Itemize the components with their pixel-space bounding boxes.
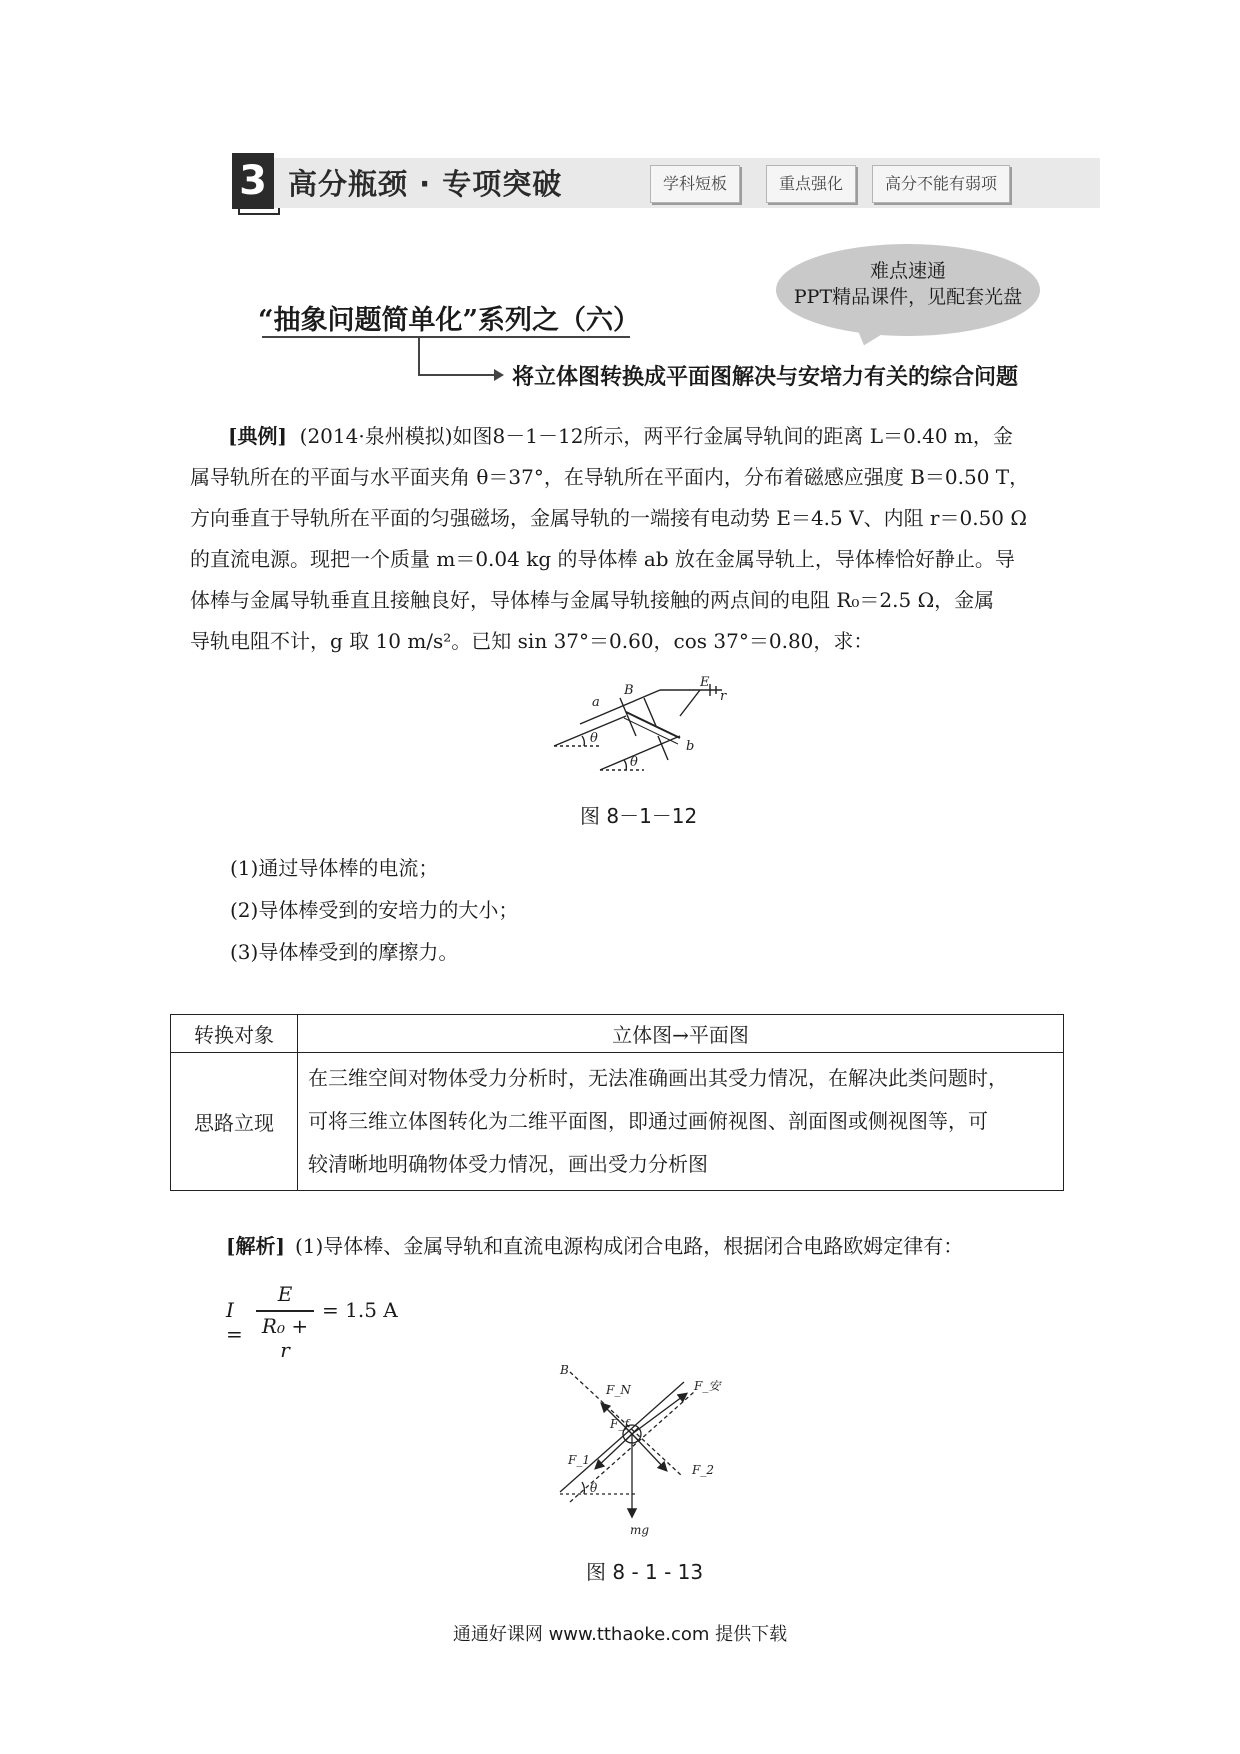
problem-line: 方向垂直于导轨所在平面的匀强磁场，金属导轨的一端接有电动势 E＝4.5 V、内阻 r＝0.50 Ω (190, 506, 1027, 530)
equation-fraction (256, 1282, 314, 1362)
tag-key-reinforcement[interactable]: 重点强化 (766, 165, 856, 203)
label-F1: F_1 (568, 1453, 590, 1467)
conductor-bar (626, 712, 680, 738)
table-cell-idea-text (298, 1053, 1064, 1191)
table-row (171, 1053, 1064, 1191)
subtitle-arrow (418, 374, 496, 376)
problem-line-text: (2014·泉州模拟)如图8－1－12所示，两平行金属导轨间的距离 L＝0.40 m，金 (299, 424, 1013, 448)
table-text-line: 在三维空间对物体受力分析时，无法准确画出其受力情况，在解决此类问题时， (308, 1066, 1008, 1090)
table-row (171, 1015, 1064, 1053)
table-cell-idea-label: 思路立现 (171, 1053, 298, 1191)
equation-numerator: E (277, 1282, 293, 1306)
problem-label: [典例] (228, 424, 287, 448)
analysis-text: (1)导体棒、金属导轨和直流电源构成闭合电路，根据闭合电路欧姆定律有： (294, 1234, 964, 1258)
analysis-line (226, 1230, 963, 1259)
label-Ff: F_f (610, 1417, 629, 1431)
label-Fan: F_安 (694, 1379, 721, 1393)
label-F2: F_2 (692, 1463, 714, 1477)
problem-paragraph (190, 416, 1050, 662)
label-r: r (720, 689, 727, 704)
label-B: B (624, 683, 634, 698)
analysis-label: [解析] (226, 1234, 285, 1258)
table-cell-conversion: 立体图→平面图 (298, 1015, 1064, 1053)
tag-subject-weakness[interactable]: 学科短板 (650, 165, 740, 203)
section-title: 高分瓶颈 · 专项突破 (288, 167, 563, 201)
figure-caption-1: 图 8－1－12 (580, 804, 698, 828)
figure-rails-3d (540, 676, 740, 786)
problem-line: 体棒与金属导轨垂直且接触良好，导体棒与金属导轨接触的两点间的电阻 R₀＝2.5 Ω，金属 (190, 588, 995, 612)
section-number-badge: 3 (232, 153, 274, 209)
ampere-force-arrow (632, 1394, 686, 1434)
rail-right-edge (680, 690, 700, 716)
label-theta-2: θ (630, 755, 638, 770)
angle-arc (582, 1482, 584, 1494)
figure-force-diagram (558, 1364, 738, 1544)
method-table (170, 1014, 1064, 1191)
problem-line (190, 416, 1050, 457)
figure-caption-2: 图 8 - 1 - 13 (586, 1560, 704, 1584)
subtitle-connector (418, 336, 420, 376)
table-cell-object-label: 转换对象 (171, 1015, 298, 1053)
footer-credit: 通通好课网 www.tthaoke.com 提供下载 (452, 1624, 788, 1645)
fraction-bar (256, 1310, 314, 1312)
label-E: E (700, 676, 710, 690)
equation-denominator: R₀ + r (261, 1313, 309, 1362)
label-mg: mg (630, 1523, 650, 1537)
angle-arc-2 (624, 760, 626, 770)
label-b: b (686, 739, 695, 754)
label-B: B (560, 1364, 569, 1377)
equation-rhs: = 1.5 A (322, 1298, 398, 1322)
table-text-line: 可将三维立体图转化为二维平面图，即通过画俯视图、剖面图或侧视图等，可 (308, 1109, 988, 1133)
series-title-rule (262, 336, 630, 338)
bubble-line-1: 难点速通 (869, 260, 946, 282)
label-a: a (592, 695, 600, 710)
problem-line: 导轨电阻不计，g 取 10 m/s²。已知 sin 37°＝0.60，cos 37°＝0.80，求： (190, 629, 874, 653)
table-text-line: 较清晰地明确物体受力情况，画出受力分析图 (308, 1152, 708, 1176)
problem-line: 属导轨所在的平面与水平面夹角 θ＝37°，在导轨所在平面内，分布着磁感应强度 B＝0.50 T， (190, 465, 1030, 489)
tag-no-weak-items[interactable]: 高分不能有弱项 (872, 165, 1010, 203)
field-line-3 (658, 736, 668, 760)
bubble-line-2: PPT精品课件，见配套光盘 (793, 286, 1023, 308)
series-subtitle: 将立体图转换成平面图解决与安培力有关的综合问题 (512, 365, 1019, 390)
question-3: (3)导体棒受到的摩擦力。 (230, 940, 459, 964)
rail-lower (600, 736, 680, 770)
series-title: “抽象问题简单化”系列之（六） (258, 305, 641, 336)
component-f2-arrow (632, 1434, 666, 1470)
label-theta-1: θ (590, 731, 598, 746)
label-FN: F_N (606, 1383, 631, 1397)
question-1: (1)通过导体棒的电流； (230, 856, 439, 880)
incline-line-1 (560, 1382, 684, 1492)
angle-arc-1 (582, 736, 584, 746)
equation-lhs: I = (226, 1298, 243, 1346)
label-theta: θ (590, 1481, 598, 1495)
problem-line: 的直流电源。现把一个质量 m＝0.04 kg 的导体棒 ab 放在金属导轨上，导体棒恰好静止。导 (190, 547, 1015, 571)
question-2: (2)导体棒受到的安培力的大小； (230, 898, 519, 922)
